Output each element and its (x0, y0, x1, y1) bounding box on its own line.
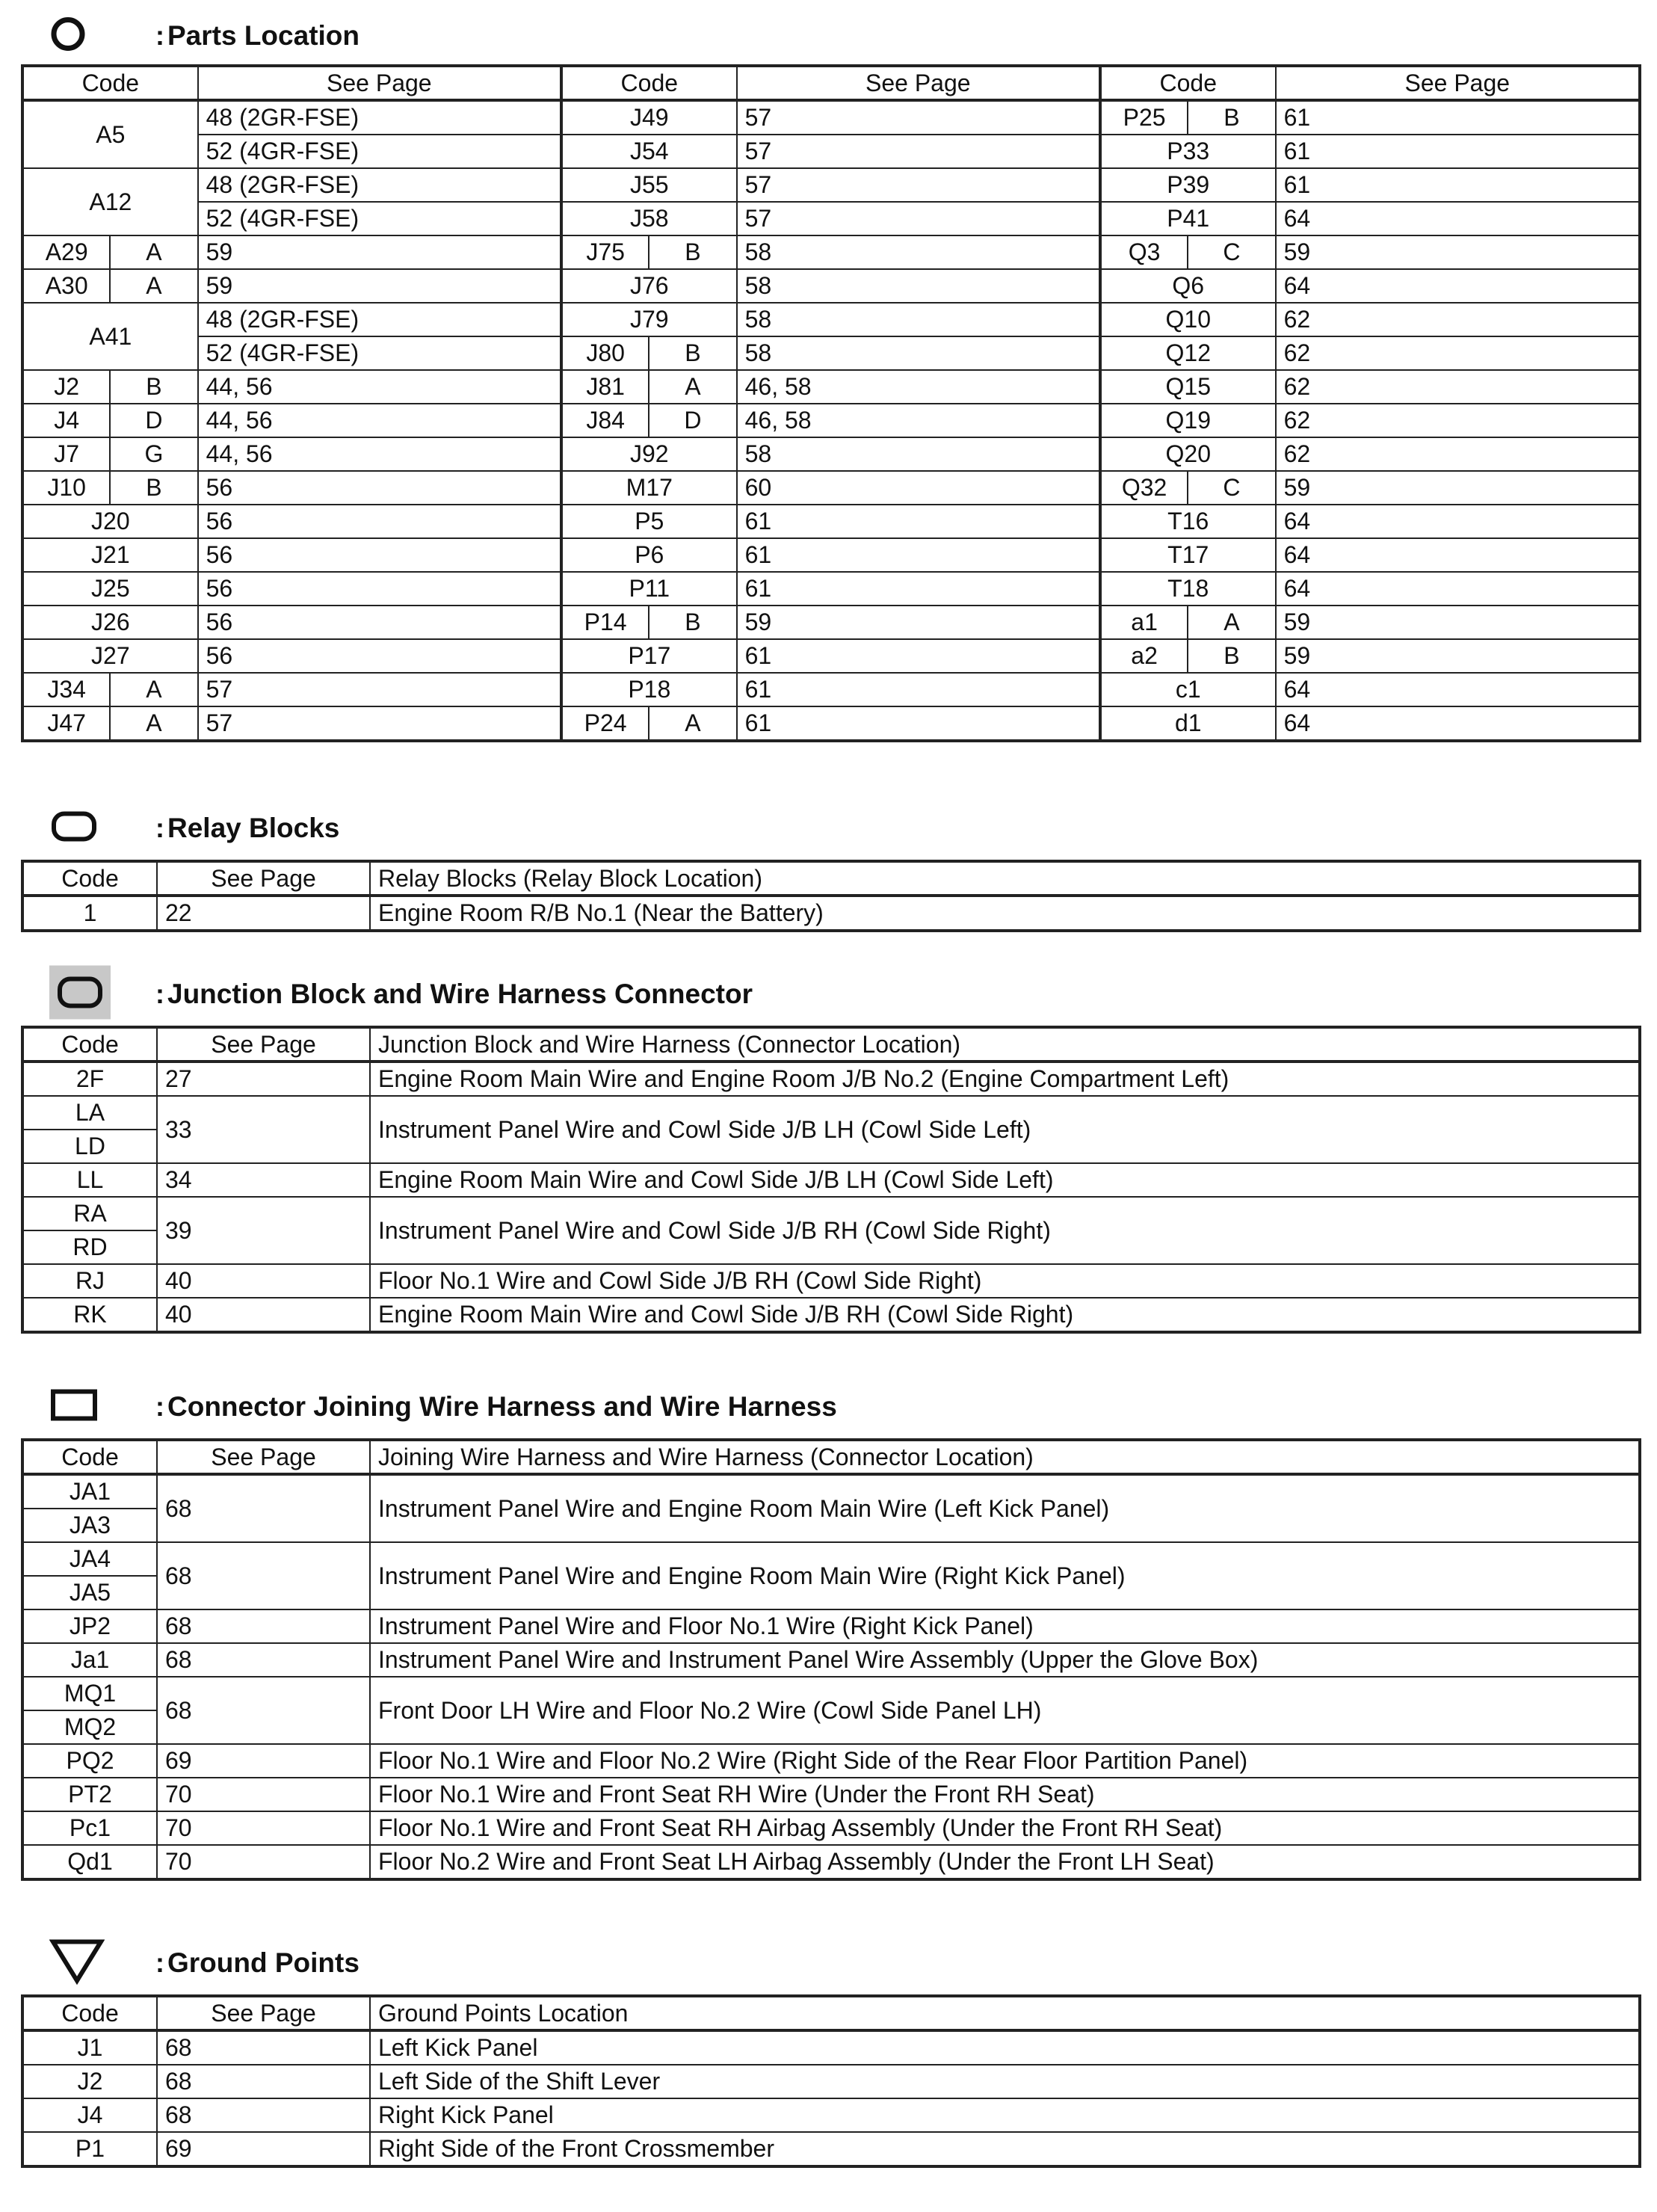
code-cell: 2F (22, 1062, 157, 1096)
desc-cell: Front Door LH Wire and Floor No.2 Wire (Cowl Side Panel LH) (370, 1677, 1640, 1744)
desc-cell: Engine Room Main Wire and Cowl Side J/B RH (Cowl Side Right) (370, 1298, 1640, 1332)
table-row (22, 606, 1640, 639)
table-row (22, 639, 1640, 673)
code-cell: a2 (1100, 639, 1188, 673)
desc-cell: Instrument Panel Wire and Instrument Panel Wire Assembly (Upper the Glove Box) (370, 1643, 1640, 1677)
code-cell: P39 (1100, 168, 1276, 202)
page-cell: 70 (157, 1845, 370, 1879)
page-cell: 27 (157, 1062, 370, 1096)
table-row (22, 1542, 1640, 1576)
col-header-location: Ground Points Location (370, 1996, 1640, 2030)
page-cell: 61 (737, 639, 1100, 673)
col-header-location: Joining Wire Harness and Wire Harness (Connector Location) (370, 1440, 1640, 1474)
table-row (22, 1474, 1640, 1509)
header-colon: : (155, 1391, 164, 1422)
page-cell: 58 (737, 437, 1100, 471)
code-cell: P6 (561, 538, 737, 572)
page-cell: 48 (2GR-FSE) (198, 100, 561, 135)
code-cell: P11 (561, 572, 737, 606)
page-cell: 61 (737, 505, 1100, 538)
parts-location-title: Parts Location (167, 20, 360, 51)
code-cell: J47 (22, 706, 110, 741)
desc-cell: Instrument Panel Wire and Cowl Side J/B LH (Cowl Side Left) (370, 1096, 1640, 1163)
sub-code-cell: A (649, 706, 736, 741)
page-cell: 46, 58 (737, 370, 1100, 404)
table-row (22, 673, 1640, 706)
page-cell: 52 (4GR-FSE) (198, 202, 561, 235)
page-cell: 44, 56 (198, 370, 561, 404)
page-cell: 62 (1276, 404, 1640, 437)
code-cell: A12 (22, 168, 198, 235)
code-cell: PT2 (22, 1778, 157, 1811)
junction-block-title: Junction Block and Wire Harness Connector (167, 979, 753, 1009)
table-row (22, 706, 1640, 741)
header-colon: : (155, 1947, 164, 1978)
desc-cell: Left Side of the Shift Lever (370, 2065, 1640, 2098)
page-cell: 61 (1276, 135, 1640, 168)
code-cell: c1 (1100, 673, 1276, 706)
code-cell: JA1 (22, 1474, 157, 1509)
code-cell: J20 (22, 505, 198, 538)
page-cell: 57 (737, 202, 1100, 235)
table-row (22, 1778, 1640, 1811)
code-cell: A41 (22, 303, 198, 370)
code-cell: J1 (22, 2030, 157, 2065)
code-cell: Q32 (1100, 471, 1188, 505)
desc-cell: Engine Room Main Wire and Engine Room J/B No.2 (Engine Compartment Left) (370, 1062, 1640, 1096)
code-cell: P25 (1100, 100, 1188, 135)
col-header-location: Relay Blocks (Relay Block Location) (370, 861, 1640, 896)
code-cell: PQ2 (22, 1744, 157, 1778)
page-cell: 68 (157, 1474, 370, 1542)
table-row (22, 1096, 1640, 1130)
triangle-down-icon (49, 1938, 105, 1989)
desc-cell: Floor No.2 Wire and Front Seat LH Airbag Assembly (Under the Front LH Seat) (370, 1845, 1640, 1879)
page-cell: 64 (1276, 505, 1640, 538)
page-cell: 59 (1276, 471, 1640, 505)
parts-location-header (21, 13, 1641, 58)
code-cell: J27 (22, 639, 198, 673)
code-cell: JA4 (22, 1542, 157, 1576)
table-row (22, 269, 1640, 303)
col-header-see-page: See Page (157, 1440, 370, 1474)
page-cell: 59 (1276, 606, 1640, 639)
code-cell: Ja1 (22, 1643, 157, 1677)
sub-code-cell: B (110, 471, 197, 505)
relay-blocks-section (21, 806, 1641, 932)
code-cell: d1 (1100, 706, 1276, 741)
page-cell: 61 (1276, 168, 1640, 202)
code-cell: J7 (22, 437, 110, 471)
page-cell: 68 (157, 1643, 370, 1677)
code-cell: Q15 (1100, 370, 1276, 404)
relay-blocks-table (21, 860, 1641, 932)
page-cell: 56 (198, 471, 561, 505)
table-row (22, 168, 1640, 202)
table-row (22, 1197, 1640, 1230)
page-cell: 58 (737, 235, 1100, 269)
junction-block-section (21, 972, 1641, 1334)
page-cell: 64 (1276, 202, 1640, 235)
page-cell: 52 (4GR-FSE) (198, 135, 561, 168)
page-cell: 62 (1276, 336, 1640, 370)
code-cell: Q12 (1100, 336, 1276, 370)
page-cell: 44, 56 (198, 404, 561, 437)
col-header-see-page: See Page (737, 66, 1100, 100)
sub-code-cell: C (1188, 471, 1275, 505)
desc-cell: Floor No.1 Wire and Floor No.2 Wire (Right Side of the Rear Floor Partition Panel) (370, 1744, 1640, 1778)
page-cell: 39 (157, 1197, 370, 1264)
desc-cell: Engine Room R/B No.1 (Near the Battery) (370, 896, 1640, 931)
header-colon: : (155, 813, 164, 843)
code-cell: J58 (561, 202, 737, 235)
table-row (22, 235, 1640, 269)
parts-location-section (21, 13, 1641, 742)
page-cell: 59 (198, 269, 561, 303)
code-cell: J2 (22, 370, 110, 404)
table-row (22, 1062, 1640, 1096)
code-cell: J2 (22, 2065, 157, 2098)
page-cell: 59 (198, 235, 561, 269)
code-cell: JA3 (22, 1509, 157, 1542)
page-cell: 58 (737, 269, 1100, 303)
square-icon (49, 1387, 99, 1428)
relay-blocks-title: Relay Blocks (167, 813, 340, 843)
sub-code-cell: D (110, 404, 197, 437)
code-cell: J92 (561, 437, 737, 471)
table-row (22, 2030, 1640, 2065)
code-cell: J10 (22, 471, 110, 505)
page-cell: 68 (157, 2065, 370, 2098)
code-cell: P24 (561, 706, 649, 741)
rounded-rect-icon (49, 808, 99, 849)
code-cell: P5 (561, 505, 737, 538)
page-cell: 56 (198, 505, 561, 538)
table-row (22, 572, 1640, 606)
code-cell: LA (22, 1096, 157, 1130)
code-cell: Q19 (1100, 404, 1276, 437)
page-cell: 46, 58 (737, 404, 1100, 437)
sub-code-cell: A (110, 673, 197, 706)
col-header-code: Code (22, 1996, 157, 2030)
page-cell: 48 (2GR-FSE) (198, 303, 561, 336)
page-cell: 64 (1276, 673, 1640, 706)
page-cell: 57 (737, 168, 1100, 202)
code-cell: J4 (22, 404, 110, 437)
desc-cell: Floor No.1 Wire and Front Seat RH Airbag Assembly (Under the Front RH Seat) (370, 1811, 1640, 1845)
header-colon: : (155, 20, 164, 51)
page-cell: 68 (157, 1542, 370, 1609)
table-row (22, 2132, 1640, 2166)
col-header-code: Code (22, 1440, 157, 1474)
sub-code-cell: A (110, 235, 197, 269)
table-row (22, 336, 1640, 370)
ground-points-table (21, 1994, 1641, 2168)
page-cell: 62 (1276, 303, 1640, 336)
code-cell: J49 (561, 100, 737, 135)
sub-code-cell: A (649, 370, 736, 404)
desc-cell: Instrument Panel Wire and Engine Room Main Wire (Right Kick Panel) (370, 1542, 1640, 1609)
code-cell: RD (22, 1230, 157, 1264)
table-row (22, 1609, 1640, 1643)
desc-cell: Right Side of the Front Crossmember (370, 2132, 1640, 2166)
code-cell: J80 (561, 336, 649, 370)
col-header-code: Code (22, 1027, 157, 1062)
table-row (22, 404, 1640, 437)
connector-joining-title: Connector Joining Wire Harness and Wire Harness (167, 1391, 837, 1422)
junction-block-table (21, 1026, 1641, 1334)
shaded-rounded-rect-icon (49, 966, 111, 1023)
sub-code-cell: B (649, 606, 736, 639)
sub-code-cell: A (110, 706, 197, 741)
code-cell: Q10 (1100, 303, 1276, 336)
code-cell: J26 (22, 606, 198, 639)
code-cell: Q20 (1100, 437, 1276, 471)
ground-points-section (21, 1941, 1641, 2168)
page-cell: 58 (737, 336, 1100, 370)
code-cell: Q6 (1100, 269, 1276, 303)
sub-code-cell: A (1188, 606, 1275, 639)
page-cell: 68 (157, 1609, 370, 1643)
code-cell: P18 (561, 673, 737, 706)
code-cell: Pc1 (22, 1811, 157, 1845)
code-cell: RA (22, 1197, 157, 1230)
sub-code-cell: D (649, 404, 736, 437)
table-row (22, 135, 1640, 168)
desc-cell: Instrument Panel Wire and Cowl Side J/B RH (Cowl Side Right) (370, 1197, 1640, 1264)
page-cell: 59 (1276, 235, 1640, 269)
sub-code-cell: B (110, 370, 197, 404)
sub-code-cell: A (110, 269, 197, 303)
code-cell: A5 (22, 100, 198, 168)
junction-block-header (21, 972, 1641, 1017)
code-cell: P17 (561, 639, 737, 673)
col-header-see-page: See Page (1276, 66, 1640, 100)
page-cell: 58 (737, 303, 1100, 336)
header-colon: : (155, 979, 164, 1009)
col-header-see-page: See Page (157, 861, 370, 896)
ground-points-title: Ground Points (167, 1947, 360, 1978)
sub-code-cell: B (1188, 100, 1275, 135)
page-cell: 33 (157, 1096, 370, 1163)
relay-blocks-header (21, 806, 1641, 851)
table-row (22, 1264, 1640, 1298)
table-row (22, 202, 1640, 235)
col-header-see-page: See Page (157, 1996, 370, 2030)
table-row (22, 437, 1640, 471)
code-cell: T18 (1100, 572, 1276, 606)
code-cell: P33 (1100, 135, 1276, 168)
code-cell: MQ2 (22, 1710, 157, 1744)
sub-code-cell: G (110, 437, 197, 471)
page-cell: 57 (198, 673, 561, 706)
desc-cell: Instrument Panel Wire and Engine Room Main Wire (Left Kick Panel) (370, 1474, 1640, 1542)
code-cell: MQ1 (22, 1677, 157, 1710)
code-cell: T16 (1100, 505, 1276, 538)
col-header-code: Code (1100, 66, 1276, 100)
page-cell: 40 (157, 1264, 370, 1298)
page-cell: 59 (737, 606, 1100, 639)
code-cell: M17 (561, 471, 737, 505)
col-header-code: Code (561, 66, 737, 100)
table-row (22, 1677, 1640, 1710)
code-cell: J81 (561, 370, 649, 404)
page-cell: 48 (2GR-FSE) (198, 168, 561, 202)
page-cell: 56 (198, 538, 561, 572)
table-row (22, 896, 1640, 931)
page-cell: 69 (157, 1744, 370, 1778)
code-cell: J4 (22, 2098, 157, 2132)
page-cell: 61 (737, 673, 1100, 706)
desc-cell: Floor No.1 Wire and Front Seat RH Wire (Under the Front RH Seat) (370, 1778, 1640, 1811)
code-cell: J76 (561, 269, 737, 303)
code-cell: J21 (22, 538, 198, 572)
code-cell: RK (22, 1298, 157, 1332)
sub-code-cell: B (649, 235, 736, 269)
page-cell: 61 (737, 572, 1100, 606)
table-row (22, 2098, 1640, 2132)
ground-points-header (21, 1941, 1641, 1985)
page-cell: 61 (737, 706, 1100, 741)
page-cell: 52 (4GR-FSE) (198, 336, 561, 370)
circle-icon (49, 16, 87, 57)
code-cell: A29 (22, 235, 110, 269)
table-row (22, 2065, 1640, 2098)
table-row (22, 1643, 1640, 1677)
page-cell: 62 (1276, 370, 1640, 404)
table-row (22, 370, 1640, 404)
page-cell: 64 (1276, 269, 1640, 303)
table-row (22, 471, 1640, 505)
code-cell: P14 (561, 606, 649, 639)
sub-code-cell: B (649, 336, 736, 370)
code-cell: Q3 (1100, 235, 1188, 269)
desc-cell: Engine Room Main Wire and Cowl Side J/B LH (Cowl Side Left) (370, 1163, 1640, 1197)
table-row (22, 1845, 1640, 1879)
code-cell: J55 (561, 168, 737, 202)
code-cell: J34 (22, 673, 110, 706)
desc-cell: Right Kick Panel (370, 2098, 1640, 2132)
page-cell: 60 (737, 471, 1100, 505)
page-cell: 56 (198, 606, 561, 639)
page-cell: 68 (157, 1677, 370, 1744)
desc-cell: Floor No.1 Wire and Cowl Side J/B RH (Cowl Side Right) (370, 1264, 1640, 1298)
page-cell: 57 (737, 135, 1100, 168)
connector-joining-header (21, 1384, 1641, 1429)
code-cell: RJ (22, 1264, 157, 1298)
table-row (22, 505, 1640, 538)
col-header-see-page: See Page (157, 1027, 370, 1062)
page-cell: 57 (198, 706, 561, 741)
code-cell: J25 (22, 572, 198, 606)
sub-code-cell: C (1188, 235, 1275, 269)
connector-joining-section (21, 1384, 1641, 1881)
code-cell: P1 (22, 2132, 157, 2166)
page-cell: 44, 56 (198, 437, 561, 471)
page-cell: 62 (1276, 437, 1640, 471)
page-cell: 70 (157, 1778, 370, 1811)
page-cell: 68 (157, 2030, 370, 2065)
code-cell: J75 (561, 235, 649, 269)
code-cell: Qd1 (22, 1845, 157, 1879)
page-cell: 22 (157, 896, 370, 931)
col-header-code: Code (22, 66, 198, 100)
page-cell: 69 (157, 2132, 370, 2166)
page-cell: 64 (1276, 572, 1640, 606)
table-row (22, 1744, 1640, 1778)
page-cell: 57 (737, 100, 1100, 135)
table-row (22, 1163, 1640, 1197)
code-cell: LL (22, 1163, 157, 1197)
desc-cell: Instrument Panel Wire and Floor No.1 Wire (Right Kick Panel) (370, 1609, 1640, 1643)
code-cell: JA5 (22, 1576, 157, 1609)
table-row (22, 100, 1640, 135)
table-row (22, 1298, 1640, 1332)
code-cell: LD (22, 1130, 157, 1163)
sub-code-cell: B (1188, 639, 1275, 673)
table-row (22, 1811, 1640, 1845)
code-cell: J84 (561, 404, 649, 437)
page-cell: 56 (198, 639, 561, 673)
col-header-see-page: See Page (198, 66, 561, 100)
code-cell: 1 (22, 896, 157, 931)
page-cell: 70 (157, 1811, 370, 1845)
code-cell: J79 (561, 303, 737, 336)
page-cell: 40 (157, 1298, 370, 1332)
code-cell: JP2 (22, 1609, 157, 1643)
code-cell: J54 (561, 135, 737, 168)
code-cell: P41 (1100, 202, 1276, 235)
page-cell: 64 (1276, 706, 1640, 741)
parts-location-table (21, 64, 1641, 742)
page-cell: 59 (1276, 639, 1640, 673)
col-header-code: Code (22, 861, 157, 896)
code-cell: a1 (1100, 606, 1188, 639)
code-cell: A30 (22, 269, 110, 303)
col-header-location: Junction Block and Wire Harness (Connector Location) (370, 1027, 1640, 1062)
page-cell: 68 (157, 2098, 370, 2132)
table-row (22, 538, 1640, 572)
connector-joining-table (21, 1438, 1641, 1881)
page-cell: 56 (198, 572, 561, 606)
page-cell: 64 (1276, 538, 1640, 572)
page-cell: 61 (1276, 100, 1640, 135)
page-cell: 34 (157, 1163, 370, 1197)
table-row (22, 303, 1640, 336)
page-cell: 61 (737, 538, 1100, 572)
desc-cell: Left Kick Panel (370, 2030, 1640, 2065)
code-cell: T17 (1100, 538, 1276, 572)
